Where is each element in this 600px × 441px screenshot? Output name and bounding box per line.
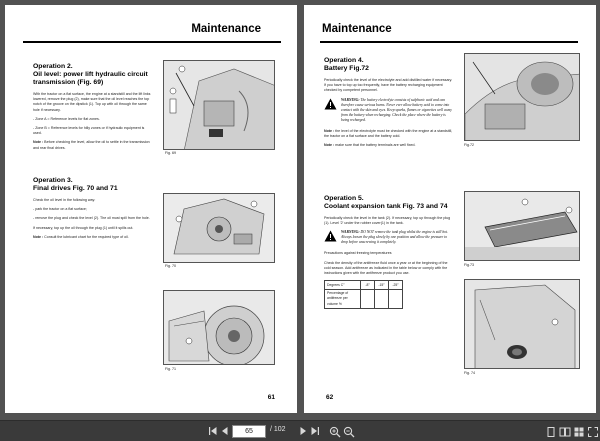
figure-72-caption: Fig.72 [464, 143, 474, 147]
warning-body: DO NOT remove the tank plug whilst the engine is still hot. Always loosen the plug slowly by one position and allow the pressure to drop before unscrewing it completely. [341, 230, 448, 245]
last-page-icon [309, 425, 321, 437]
table-header-cell: Degrees C° [325, 281, 361, 290]
next-page-icon [297, 425, 309, 437]
paragraph: Check the oil level in the following way: [33, 198, 96, 202]
paragraph: Check the density of the antifreeze fluid once a year or at the beginning of the cold season. Add antifreeze as indicated in the table below or comply with the instructions given with the antifreeze product you use. [324, 260, 448, 276]
paragraph: With the tractor on a flat surface, the engine at a standstill and the lift links lowered, remove the plug (2), make sure that the oil level reaches the top notch of the groove on the dipstick (1). Top up with oil through the same hole if necessary. [33, 92, 151, 112]
figure-71-caption: Fig. 71 [165, 367, 176, 371]
table-cell [389, 290, 403, 309]
operation-3-text [33, 177, 151, 244]
figure-72-image [464, 53, 580, 141]
page-number: 61 [267, 394, 275, 401]
first-page-button[interactable] [207, 425, 219, 437]
figure-70-image [163, 193, 275, 263]
note-text: make sure that the battery terminals are well fixed. [334, 143, 416, 148]
warning-triangle-icon [324, 230, 337, 242]
figure-74-image [464, 279, 580, 369]
table-cell [361, 290, 375, 309]
two-page-icon [559, 426, 571, 438]
warning-block [324, 230, 454, 245]
figure-70-caption: Fig. 70 [165, 264, 176, 268]
figure-73-caption: Fig.73 [464, 263, 474, 267]
paragraph: Periodically check the level of the electrolyte and add distilled water if necessary. If you have to top up too frequently, have the battery recharging equipment checked by competent personnel. [324, 78, 453, 93]
table-row [325, 281, 403, 290]
header-title: Maintenance [191, 23, 261, 35]
fullscreen-button[interactable] [587, 425, 599, 437]
zoom-in-icon [329, 426, 341, 438]
operation-4-heading: Operation 4. Battery Fig.72 [324, 57, 369, 72]
header-title: Maintenance [322, 23, 392, 35]
paragraph: Precautions against freezing temperatures [324, 251, 392, 256]
figure-71-image [163, 290, 275, 365]
paragraph: Periodically check the level in the tank (2). If necessary, top up through the plug (1). Level '2' under the rubber cover(1) in the tank. [324, 216, 451, 226]
note-label: Note : [33, 234, 44, 239]
page-number: 62 [326, 394, 334, 401]
zoom-in-button[interactable] [329, 425, 341, 437]
viewer-toolbar [0, 420, 600, 441]
note-text: the level of the electrolyte must be checked with the engine at a standstill, the tractor on a flat surface and the battery cold. [324, 128, 453, 138]
note-text: Before checking the level, allow the oil to settle in the transmission and rear final drives. [33, 140, 150, 150]
note [324, 143, 454, 148]
paragraph: - remove the plug and check the level (2). The oil must spill from the hole. [33, 216, 150, 221]
table-header-cell: Percentage of antifreeze per volume % [325, 290, 361, 309]
page-61 [5, 5, 297, 413]
warning-triangle-icon [324, 98, 337, 110]
warning-body: The battery electrolyte consists of sulphuric acid and can therefore cause serious burns. Never ever allow battery acid to come into contact with the skin and eyes. Keep sparks, flames or cigarettes well away from the battery when recharging. Check the place where the battery is being recharged. [341, 97, 452, 122]
warning-text [341, 98, 454, 123]
warning-label: WARNING: [341, 230, 360, 235]
zoom-out-icon [343, 426, 355, 438]
figure-69-caption: Fig. 69 [165, 151, 176, 155]
note [324, 129, 454, 139]
figure-69-image [163, 60, 275, 150]
paragraph: - Zone B = Reference levels for hilly zones or if hydraulic equipment is used. [33, 126, 145, 136]
note-label: Note : [324, 143, 335, 148]
operation-2-heading: Operation 2. Oil level: power lift hydraulic circuit transmission (Fig. 69) [33, 63, 148, 86]
current-page-input[interactable]: 65 [232, 425, 266, 438]
warning-label: WARNING: [341, 97, 360, 102]
paragraph: - park the tractor on a flat surface; [33, 207, 87, 212]
single-page-icon [545, 426, 557, 438]
warning-text [341, 230, 454, 245]
page-header [320, 23, 578, 43]
note-label: Note : [324, 128, 335, 133]
operation-2-text [33, 63, 151, 155]
last-page-button[interactable] [309, 425, 321, 437]
table-cell: -25° [389, 281, 403, 290]
first-page-icon [207, 425, 219, 437]
grid-view-icon [573, 426, 585, 438]
previous-page-button[interactable] [219, 425, 231, 437]
figure-74-caption: Fig. 74 [464, 371, 475, 375]
single-page-view-button[interactable] [545, 425, 557, 437]
paragraph: If necessary, top up the oil through the plug (1) until it spills out. [33, 225, 134, 230]
two-page-view-button[interactable] [559, 425, 571, 437]
zoom-out-button[interactable] [343, 425, 355, 437]
note [33, 235, 151, 240]
warning-block [324, 98, 454, 123]
table-cell: -15° [375, 281, 389, 290]
table-cell [375, 290, 389, 309]
operation-5-text [324, 195, 454, 309]
next-page-button[interactable] [297, 425, 309, 437]
note-label: Note : [33, 140, 44, 145]
paragraph: - Zone A = Reference levels for flat zones. [33, 116, 100, 121]
page-62 [304, 5, 596, 413]
previous-page-icon [219, 425, 231, 437]
antifreeze-table [324, 280, 403, 309]
grid-view-button[interactable] [573, 425, 585, 437]
page-header [23, 23, 281, 43]
figure-73-image [464, 191, 580, 261]
fullscreen-icon [587, 426, 599, 438]
operation-4-text [324, 57, 454, 152]
operation-3-heading: Operation 3. Final drives Fig. 70 and 71 [33, 177, 118, 192]
table-cell: -8° [361, 281, 375, 290]
table-row [325, 290, 403, 309]
total-pages-label: / 102 [270, 426, 286, 433]
note-text: Consult the lubricant chart for the required type of oil. [43, 234, 129, 239]
operation-5-heading: Operation 5. Coolant expansion tank Fig. 73 and 74 [324, 195, 448, 210]
note [33, 140, 151, 150]
